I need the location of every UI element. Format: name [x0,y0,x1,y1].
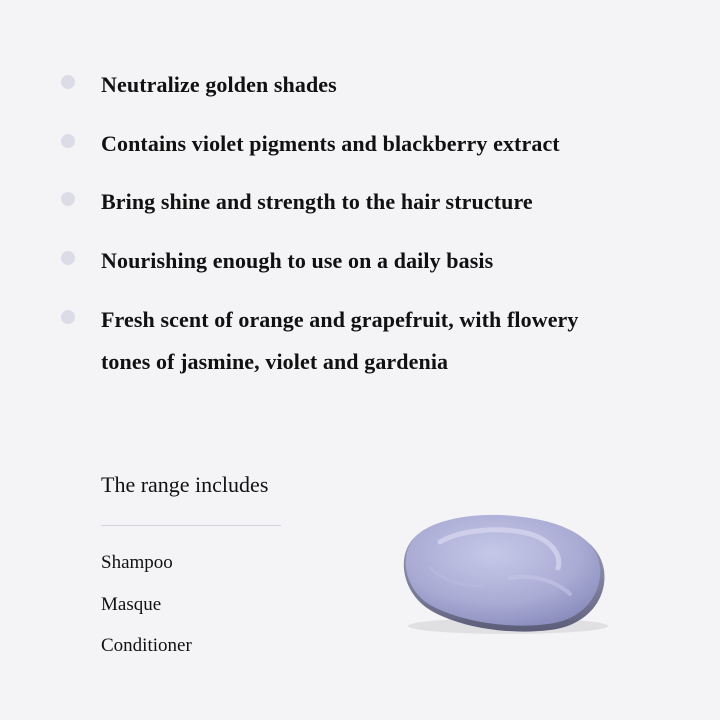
circle-bullet-icon [61,251,75,265]
circle-bullet-icon [61,75,75,89]
circle-bullet-icon [61,310,75,324]
range-item-masque: Masque [101,594,162,615]
range-item-shampoo: Shampoo [101,552,173,573]
range-item-conditioner: Conditioner [101,635,192,656]
range-title: The range includes [101,472,269,497]
circle-bullet-icon [61,134,75,148]
divider [101,525,281,526]
product-swatch-image [390,508,620,638]
circle-bullet-icon [61,192,75,206]
feature-text: Contains violet pigments and blackberry extract [101,131,560,156]
feature-text: Neutralize golden shades [101,72,337,97]
feature-text: Nourishing enough to use on a daily basis [101,248,494,273]
feature-text: Bring shine and strength to the hair structure [101,189,533,214]
feature-text: Fresh scent of orange and grapefruit, with flowery tones of jasmine, violet and gardenia [101,307,579,374]
